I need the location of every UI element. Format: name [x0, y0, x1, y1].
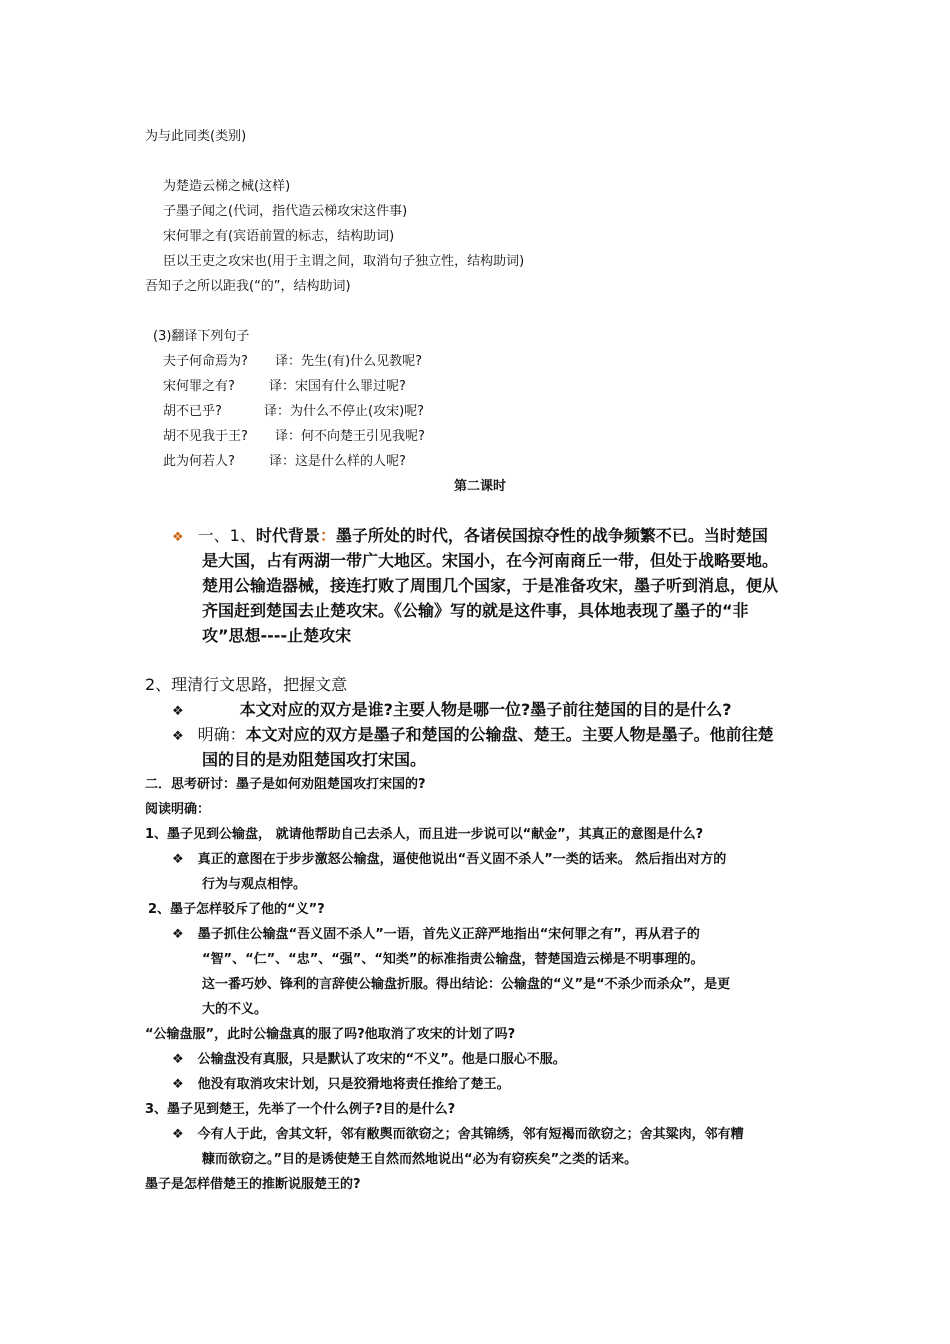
- translate-result: 译：先生(有)什么见教呢?: [275, 354, 423, 369]
- answer-2-line-1: [172, 928, 700, 941]
- answer-2-line-4: 大的不义。: [202, 1002, 268, 1017]
- answer-1-line-2: 行为与观点相悖。: [202, 877, 307, 892]
- diamond-bullet-icon: ❖: [172, 852, 184, 867]
- question-2b: “公输盘服”，此时公输盘真的服了吗?他取消了攻宋的计划了吗?: [145, 1027, 516, 1042]
- translate-result: 译：这是什么样的人呢?: [269, 454, 406, 469]
- lesson-title: 第二课时: [454, 479, 507, 494]
- translate-result: 译：何不向楚王引见我呢?: [275, 429, 425, 444]
- translate-source: 此为何若人?: [163, 454, 235, 469]
- section2-heading: 2、理清行文思路，把握文意: [145, 675, 348, 694]
- diamond-bullet-icon: ❖: [172, 927, 184, 942]
- background-prefix: 一、1、: [197, 526, 256, 545]
- answer-3-line-2: 糠而欲窃之。”目的是诱使楚王自然而然地说出“必为有窃疾矣”之类的话来。: [202, 1152, 638, 1167]
- answer-3-line-1: [172, 1128, 744, 1141]
- background-line-4: 齐国赶到楚国去止楚攻宋。《公输》写的就是这件事，具体地表现了墨子的“非: [202, 601, 749, 620]
- vocab-line-4: 宋何罪之有(宾语前置的标志，结构助词): [163, 229, 395, 244]
- section2-answer-line-2: 国的目的是劝阻楚国攻打宋国。: [202, 750, 427, 769]
- question-3: 3、墨子见到楚王，先举了一个什么例子?目的是什么?: [145, 1102, 456, 1117]
- question-2: 2、墨子怎样驳斥了他的“义”?: [148, 902, 325, 917]
- translate-source: 胡不已乎?: [163, 404, 222, 419]
- answer-2-line-2: “智”、“仁”、“忠”、“强”、“知类”的标准指责公输盘，替楚国造云梯是不明事理的。: [202, 952, 704, 967]
- background-colon: ：: [319, 526, 336, 545]
- answer-text: 本文对应的双方是墨子和楚国的公输盘、楚王。主要人物是墨子。他前往楚: [245, 725, 774, 744]
- vocab-line-1: 为与此同类(类别): [145, 129, 247, 144]
- diamond-bullet-icon: ❖: [172, 1127, 184, 1142]
- question-4: 墨子是怎样借楚王的推断说服楚王的?: [145, 1177, 361, 1192]
- background-label: 时代背景: [255, 526, 320, 545]
- diamond-bullet-icon: ❖: [172, 729, 184, 744]
- diamond-bullet-icon: ❖: [172, 1052, 184, 1067]
- background-line-1: [172, 528, 768, 544]
- answer-text: 真正的意图在于步步激怒公输盘，逼使他说出“吾义固不杀人”一类的话来。 然后指出对方的: [197, 852, 727, 867]
- answer-text: 公输盘没有真服，只是默认了攻宋的“不义”。他是口服心不服。: [197, 1052, 566, 1067]
- answer-label: 明确：: [197, 725, 246, 744]
- translate-source: 宋何罪之有?: [163, 379, 235, 394]
- background-line-2: 是大国，占有两湖一带广大地区。宋国小，在今河南商丘一带，但处于战略要地。: [202, 551, 779, 570]
- answer-2-line-3: 这一番巧妙、锋利的言辞使公输盘折服。得出结论：公输盘的“义”是“不杀少而杀众”，是更: [202, 977, 731, 992]
- diamond-bullet-icon: ❖: [172, 1077, 184, 1092]
- background-line-3: 楚用公输造器械，接连打败了周围几个国家，于是准备攻宋，墨子听到消息，便从: [202, 576, 779, 595]
- answer-text: 墨子抓住公输盘“吾义固不杀人”一语，首先义正辞严地指出“宋何罪之有”，再从君子的: [197, 927, 700, 942]
- section2-question: [172, 702, 732, 718]
- question-1: 1、墨子见到公输盘， 就请他帮助自己去杀人，而且进一步说可以“献金”，其真正的意图是什么?: [145, 827, 704, 842]
- background-text: 墨子所处的时代，各诸侯国掠夺性的战争频繁不已。当时楚国: [335, 526, 768, 545]
- answer-1-line-1: [172, 853, 726, 866]
- translate-result: 译：宋国有什么罪过呢?: [269, 379, 406, 394]
- vocab-line-2: 为楚造云梯之械(这样): [163, 179, 291, 194]
- answer-2b-1: [172, 1053, 566, 1066]
- question-text: 本文对应的双方是谁?主要人物是哪一位?墨子前往楚国的目的是什么?: [239, 700, 732, 719]
- answer-text: 今有人于此，舍其文轩，邻有敝舆而欲窃之；舍其锦绣，邻有短褐而欲窃之；舍其粱肉，邻有糟: [197, 1127, 744, 1142]
- translate-source: 夫子何命焉为?: [163, 354, 248, 369]
- vocab-line-5: 臣以王吏之攻宋也(用于主谓之间，取消句子独立性，结构助词): [163, 254, 525, 269]
- vocab-line-3: 子墨子闻之(代词，指代造云梯攻宋这件事): [163, 204, 408, 219]
- translate-heading: (3)翻译下列句子: [153, 329, 250, 344]
- translate-source: 胡不见我于王?: [163, 429, 248, 444]
- background-line-5: 攻”思想----止楚攻宋: [202, 626, 352, 645]
- answer-text: 他没有取消攻宋计划，只是狡猾地将责任推给了楚王。: [197, 1077, 510, 1092]
- section2-answer-line-1: [172, 727, 774, 743]
- vocab-line-6: 吾知子之所以距我(“的”，结构助词): [145, 279, 351, 294]
- discussion-heading: 二．思考研讨：墨子是如何劝阻楚国攻打宋国的?: [145, 777, 426, 792]
- reading-label: 阅读明确：: [145, 802, 211, 817]
- translate-result: 译：为什么不停止(攻宋)呢?: [264, 404, 425, 419]
- diamond-bullet-icon: ❖: [172, 704, 184, 719]
- diamond-bullet-icon: ❖: [172, 530, 184, 545]
- answer-2b-2: [172, 1078, 510, 1091]
